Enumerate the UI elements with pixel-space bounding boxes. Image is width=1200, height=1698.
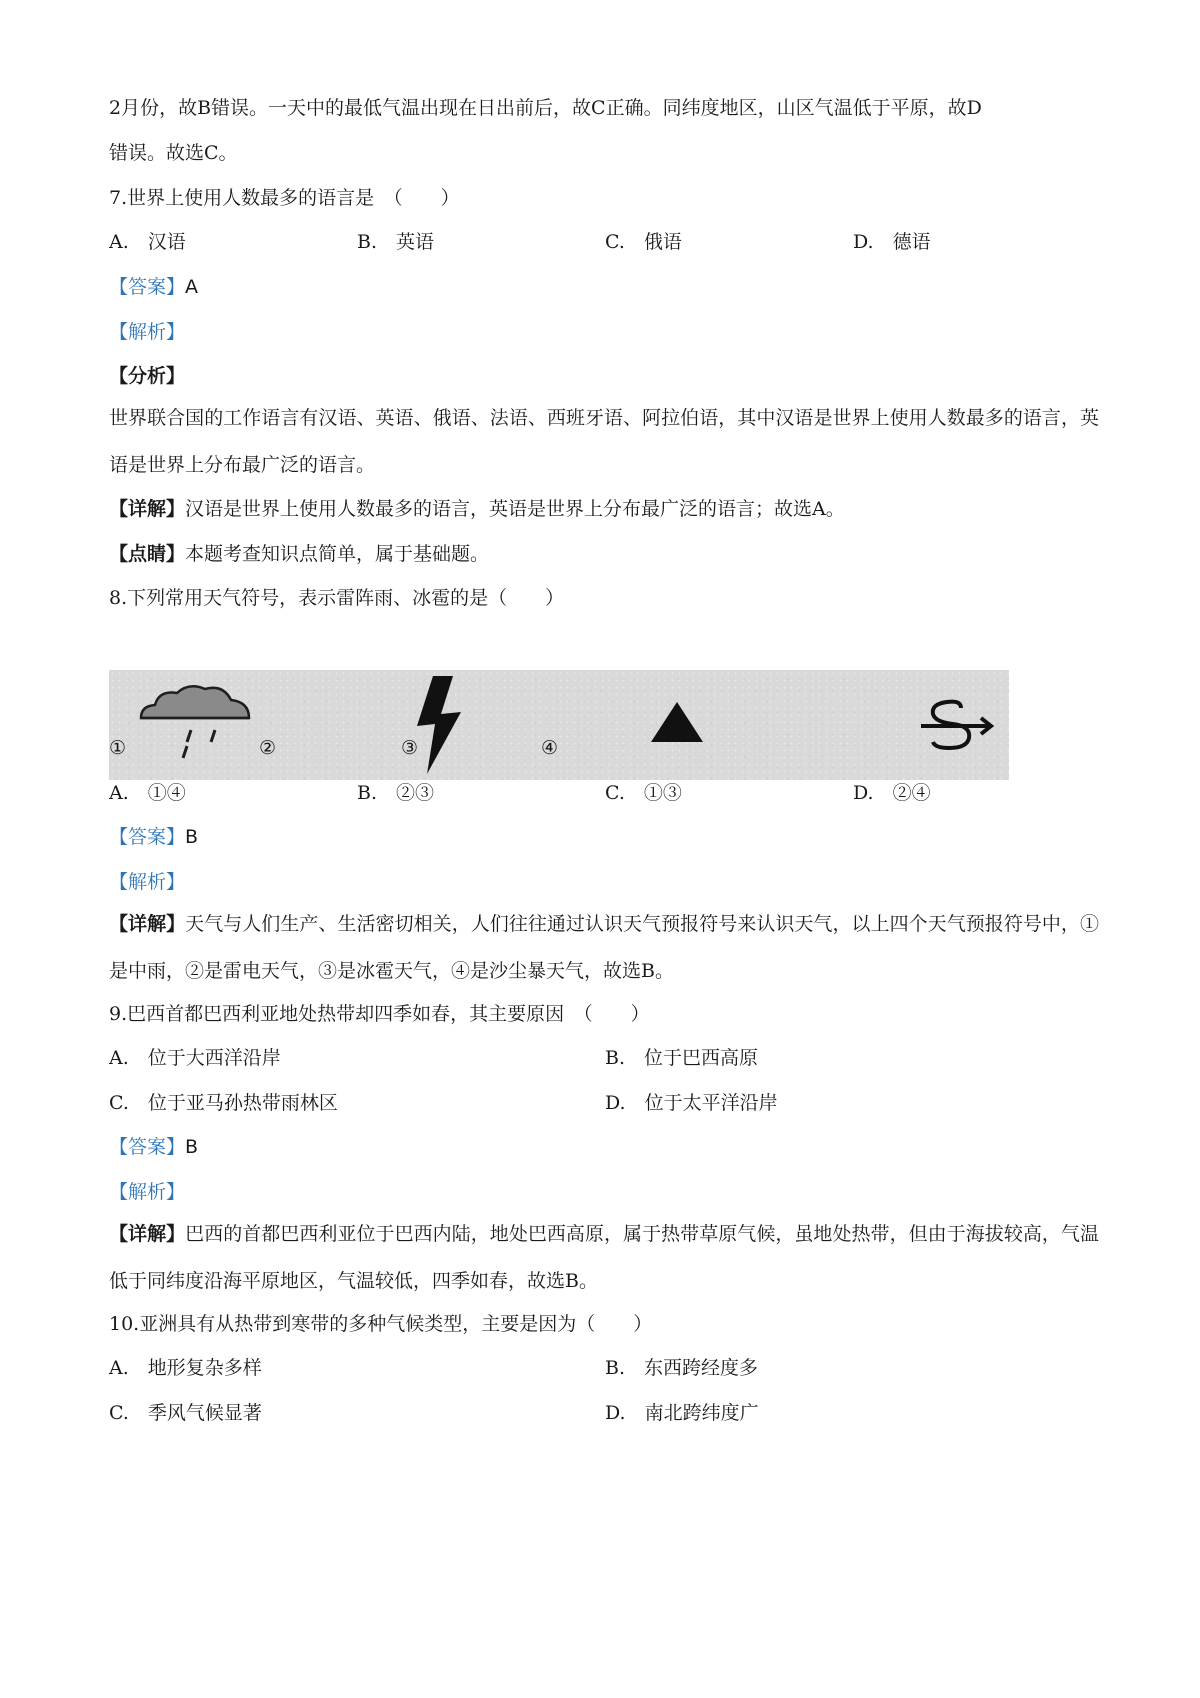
q8-option-b: B. ②③ (357, 782, 435, 804)
answer-value: A (185, 276, 199, 298)
answer-tag: 【答案】 (109, 276, 186, 298)
analysis-tag: 【解析】 (109, 871, 186, 893)
answer-value: B (185, 1136, 199, 1158)
analysis-tag: 【解析】 (109, 1181, 186, 1203)
q10-option-b: B. 东西跨经度多 (605, 1357, 759, 1379)
symbol-label-2: ② (259, 737, 277, 759)
fenxi-tag: 【分析】 (109, 365, 186, 387)
question-7: 7.世界上使用人数最多的语言是 （ ） (109, 187, 460, 209)
q8-option-d: D. ②④ (853, 782, 931, 804)
detail-tag: 【详解】 (109, 913, 186, 935)
q7-remark (109, 541, 489, 567)
question-10: 10.亚洲具有从热带到寒带的多种气候类型，主要是因为（ ） (109, 1313, 653, 1335)
q9-option-a: A. 位于大西洋沿岸 (109, 1047, 281, 1069)
rain-cloud-icon (137, 680, 257, 760)
q7-option-b: B. 英语 (357, 231, 435, 253)
q8-answer (109, 824, 198, 850)
question-9: 9.巴西首都巴西利亚地处热带却四季如春，其主要原因 （ ） (109, 1003, 650, 1025)
q7-option-c: C. 俄语 (605, 231, 682, 253)
text-line: 2月份，故B错误。一天中的最低气温出现在日出前后，故C正确。同纬度地区，山区气温低于平原，故D (109, 97, 982, 119)
q8-detail (109, 901, 1099, 995)
detail-text: 天气与人们生产、生活密切相关，人们往往通过认识天气预报符号来认识天气，以上四个天气预报符号中，①是中雨，②是雷电天气，③是冰雹天气，④是沙尘暴天气，故选B。 (109, 913, 1099, 982)
text-line: 错误。故选C。 (109, 142, 238, 164)
q9-answer (109, 1134, 198, 1160)
q9-detail (109, 1211, 1099, 1305)
q9-option-b: B. 位于巴西高原 (605, 1047, 759, 1069)
detail-tag: 【详解】 (109, 498, 186, 520)
q9-option-d: D. 位于太平洋沿岸 (605, 1092, 778, 1114)
q10-option-d: D. 南北跨纬度广 (605, 1402, 759, 1424)
answer-tag: 【答案】 (109, 1136, 186, 1158)
symbol-label-1: ① (109, 737, 127, 759)
sandstorm-icon (917, 698, 997, 754)
q8-option-c: C. ①③ (605, 782, 682, 804)
answer-tag: 【答案】 (109, 826, 186, 848)
symbol-label-4: ④ (541, 737, 559, 759)
symbol-label-3: ③ (401, 737, 419, 759)
q7-detail (109, 496, 845, 522)
fenxi-text: 世界联合国的工作语言有汉语、英语、俄语、法语、西班牙语、阿拉伯语，其中汉语是世界上使用人数最多的语言，英语是世界上分布最广泛的语言。 (109, 407, 1099, 476)
detail-tag: 【详解】 (109, 1223, 186, 1245)
weather-symbols-image (109, 670, 1009, 780)
q7-option-d: D. 德语 (853, 231, 931, 253)
q8-option-a: A. ①④ (109, 782, 186, 804)
detail-text: 汉语是世界上使用人数最多的语言，英语是世界上分布最广泛的语言；故选A。 (185, 498, 845, 520)
q10-option-c: C. 季风气候显著 (109, 1402, 262, 1424)
q7-answer (109, 274, 198, 300)
q9-option-c: C. 位于亚马孙热带雨林区 (109, 1092, 338, 1114)
analysis-tag: 【解析】 (109, 321, 186, 343)
detail-text: 巴西的首都巴西利亚位于巴西内陆，地处巴西高原，属于热带草原气候，虽地处热带，但由于海拔较高，气温低于同纬度沿海平原地区，气温较低，四季如春，故选B。 (109, 1223, 1099, 1292)
question-8: 8.下列常用天气符号，表示雷阵雨、冰雹的是（ ） (109, 587, 565, 609)
hail-triangle-icon (647, 700, 707, 745)
remark-tag: 【点睛】 (109, 543, 186, 565)
q7-option-a: A. 汉语 (109, 231, 186, 253)
q10-option-a: A. 地形复杂多样 (109, 1357, 262, 1379)
remark-text: 本题考查知识点简单，属于基础题。 (185, 543, 490, 565)
answer-value: B (185, 826, 199, 848)
